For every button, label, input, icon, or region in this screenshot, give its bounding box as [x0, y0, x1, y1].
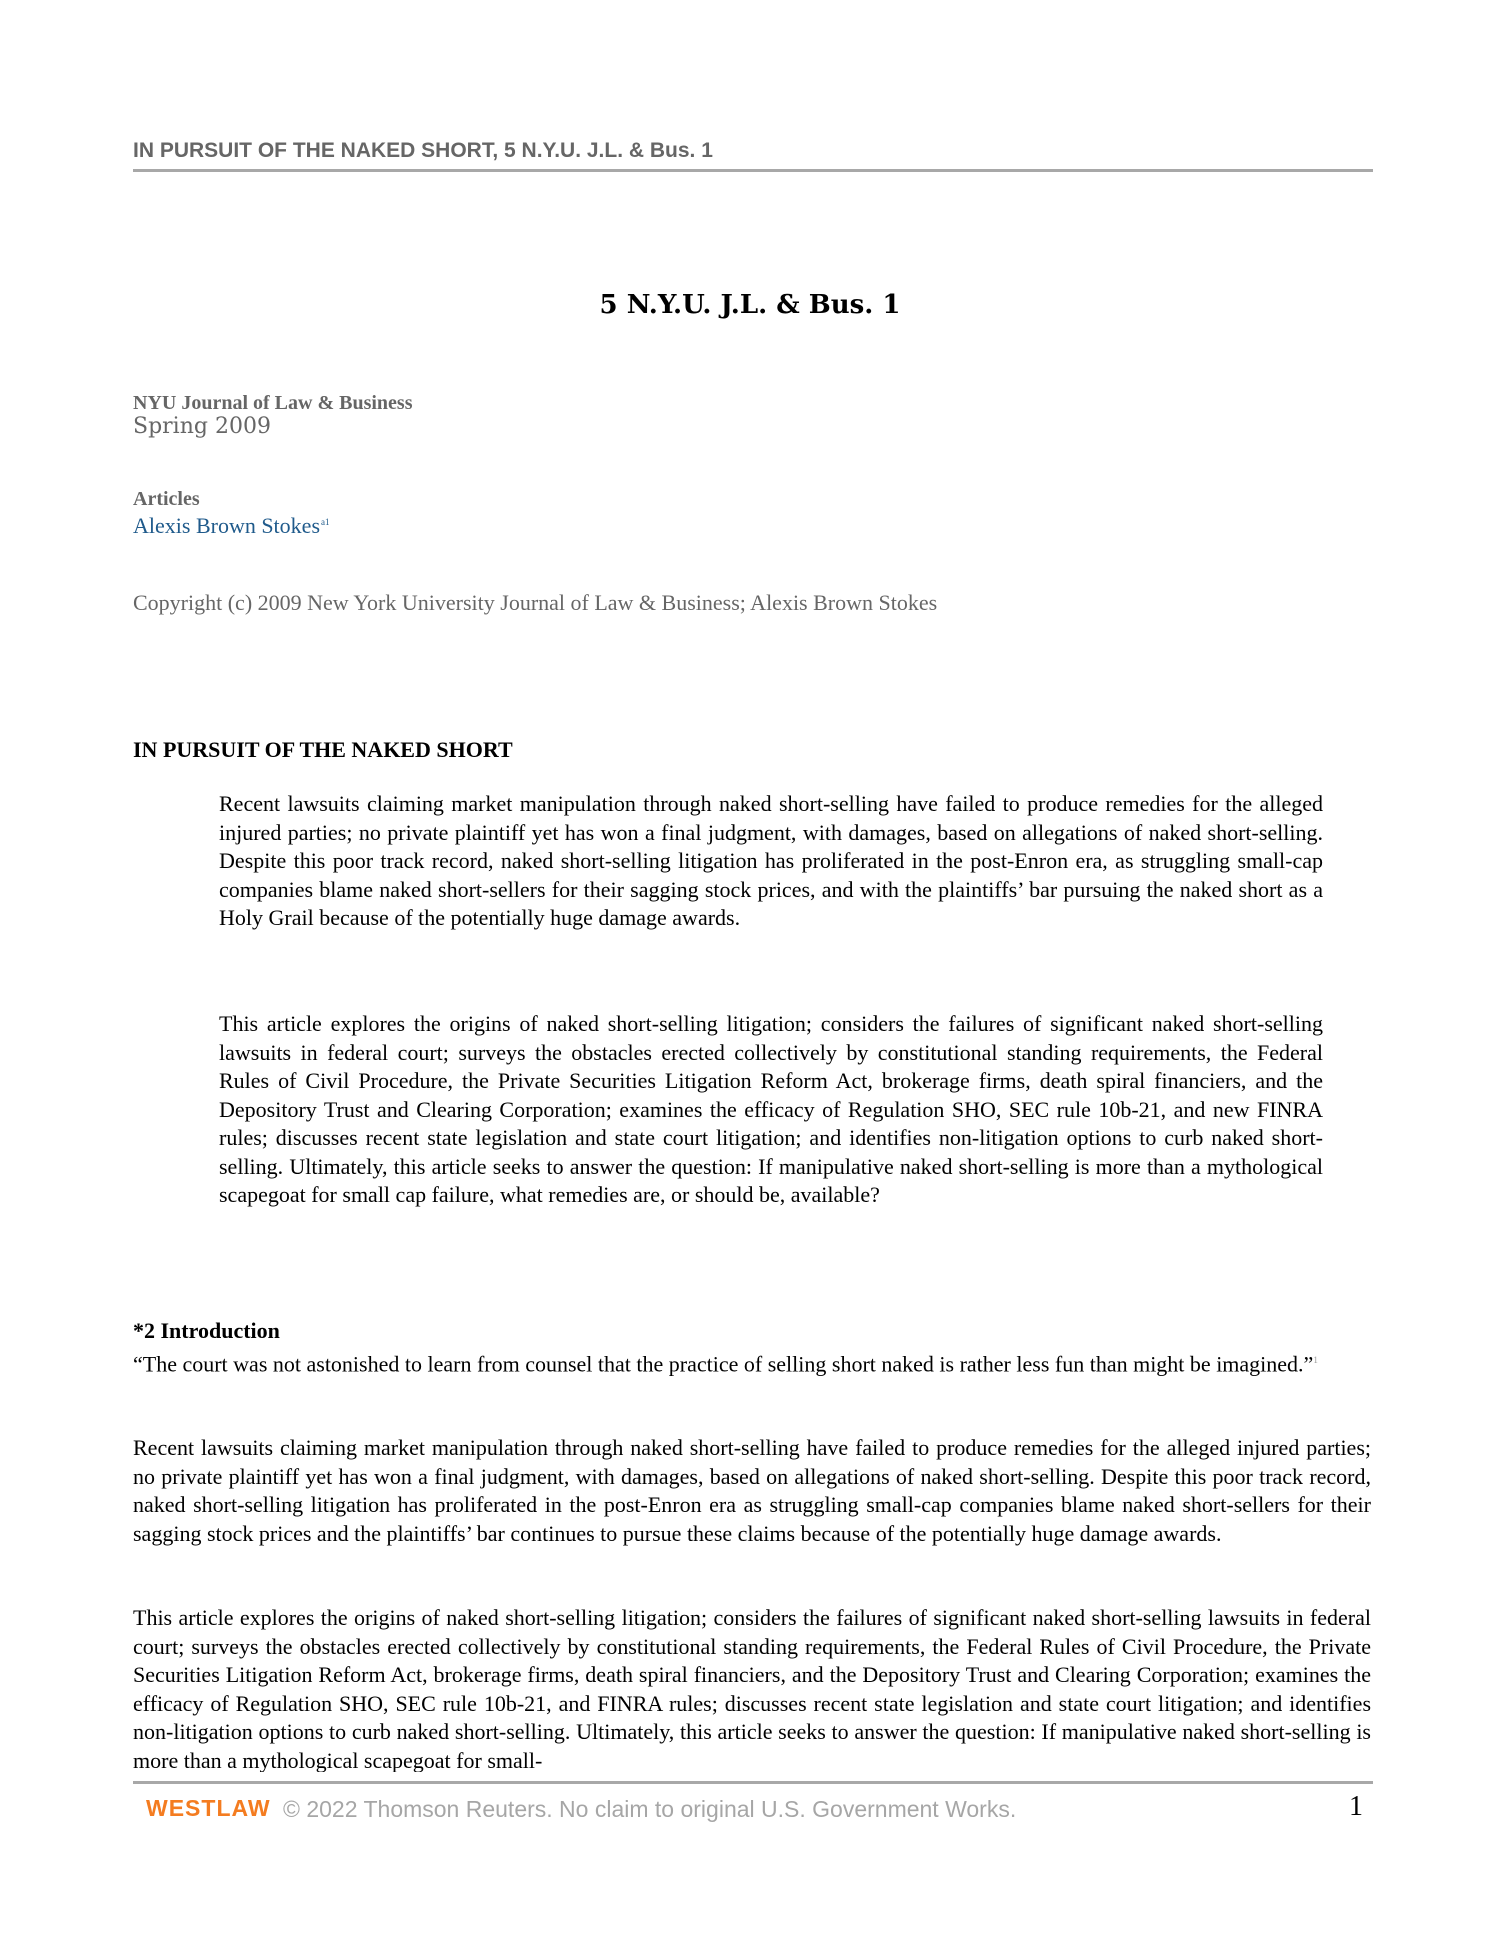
- author-link[interactable]: [133, 513, 330, 539]
- footer-divider: [133, 1781, 1373, 1784]
- article-title: IN PURSUIT OF THE NAKED SHORT: [133, 737, 513, 762]
- footnote-marker[interactable]: 1: [1313, 1355, 1318, 1365]
- introduction-heading: *2 Introduction: [133, 1318, 280, 1343]
- westlaw-logo: WESTLAW: [146, 1795, 271, 1821]
- body-paragraph: Recent lawsuits claiming market manipulation through naked short-selling have failed to produce remedies for the alleged injured parties; no private plaintiff yet has won a final judgment, with damages, based on allegations of naked short-selling. Despite this poor track record, naked short-selling litigation has proliferated in the post-Enron era as struggling small-cap companies blame naked short-sellers for their sagging stock prices and the plaintiffs’ bar continues to pursue these claims because of the potentially huge damage awards.: [133, 1435, 1371, 1546]
- quote-text: “The court was not astonished to learn from counsel that the practice of selling short naked is rather less fun than might be imagined.”: [133, 1351, 1314, 1377]
- author-name[interactable]: Alexis Brown Stokes: [133, 513, 320, 538]
- issue-date: Spring 2009: [133, 414, 271, 439]
- author-footnote-marker[interactable]: a1: [321, 516, 330, 527]
- abstract-paragraph: This article explores the origins of naked short-selling litigation; considers the failures of significant naked short-selling lawsuits in federal court; surveys the obstacles erected collectively by constitutional standing requirements, the Federal Rules of Civil Procedure, the Private Securities Litigation Reform Act, brokerage firms, death spiral financiers, and the Depository Trust and Clearing Corporation; examines the efficacy of Regulation SHO, SEC rule 10b-21, and new FINRA rules; discusses recent state legislation and state court litigation; and identifies non-litigation options to curb naked short-selling. Ultimately, this article seeks to answer the question: If manipulative naked short-selling is more than a mythological scapegoat for small cap failure, what remedies are, or should be, available?: [219, 1011, 1323, 1207]
- abstract-paragraph: Recent lawsuits claiming market manipulation through naked short-selling have failed to produce remedies for the alleged injured parties; no private plaintiff yet has won a final judgment, with damages, based on allegations of naked short-selling. Despite this poor track record, naked short-selling litigation has proliferated in the post-Enron era, as struggling small-cap companies blame naked short-sellers for their sagging stock prices, and with the plaintiffs’ bar pursuing the naked short as a Holy Grail because of the potentially huge damage awards.: [219, 791, 1323, 930]
- epigraph-quote: [133, 1346, 1371, 1379]
- body-paragraph: This article explores the origins of naked short-selling litigation; considers the failures of significant naked short-selling lawsuits in federal court; surveys the obstacles erected collectively by constitutional standing requirements, the Federal Rules of Civil Procedure, the Private Securities Litigation Reform Act, brokerage firms, death spiral financiers, and the Depository Trust and Clearing Corporation; examines the efficacy of Regulation SHO, SEC rule 10b-21, and FINRA rules; discusses recent state legislation and state court litigation; and identifies non-litigation options to curb naked short-selling. Ultimately, this article seeks to answer the question: If manipulative naked short-selling is more than a mythological scapegoat for small-: [133, 1605, 1371, 1772]
- copyright-notice: Copyright (c) 2009 New York University Journal of Law & Business; Alexis Brown Stokes: [133, 590, 938, 615]
- running-header: IN PURSUIT OF THE NAKED SHORT, 5 N.Y.U. J.L. & Bus. 1: [133, 139, 1373, 172]
- journal-name: NYU Journal of Law & Business: [133, 392, 413, 414]
- citation-title: 5 N.Y.U. J.L. & Bus. 1: [599, 290, 901, 320]
- footer-copyright: © 2022 Thomson Reuters. No claim to original U.S. Government Works.: [283, 1796, 1017, 1822]
- section-label: Articles: [133, 488, 200, 510]
- page-number: 1: [1349, 1791, 1363, 1822]
